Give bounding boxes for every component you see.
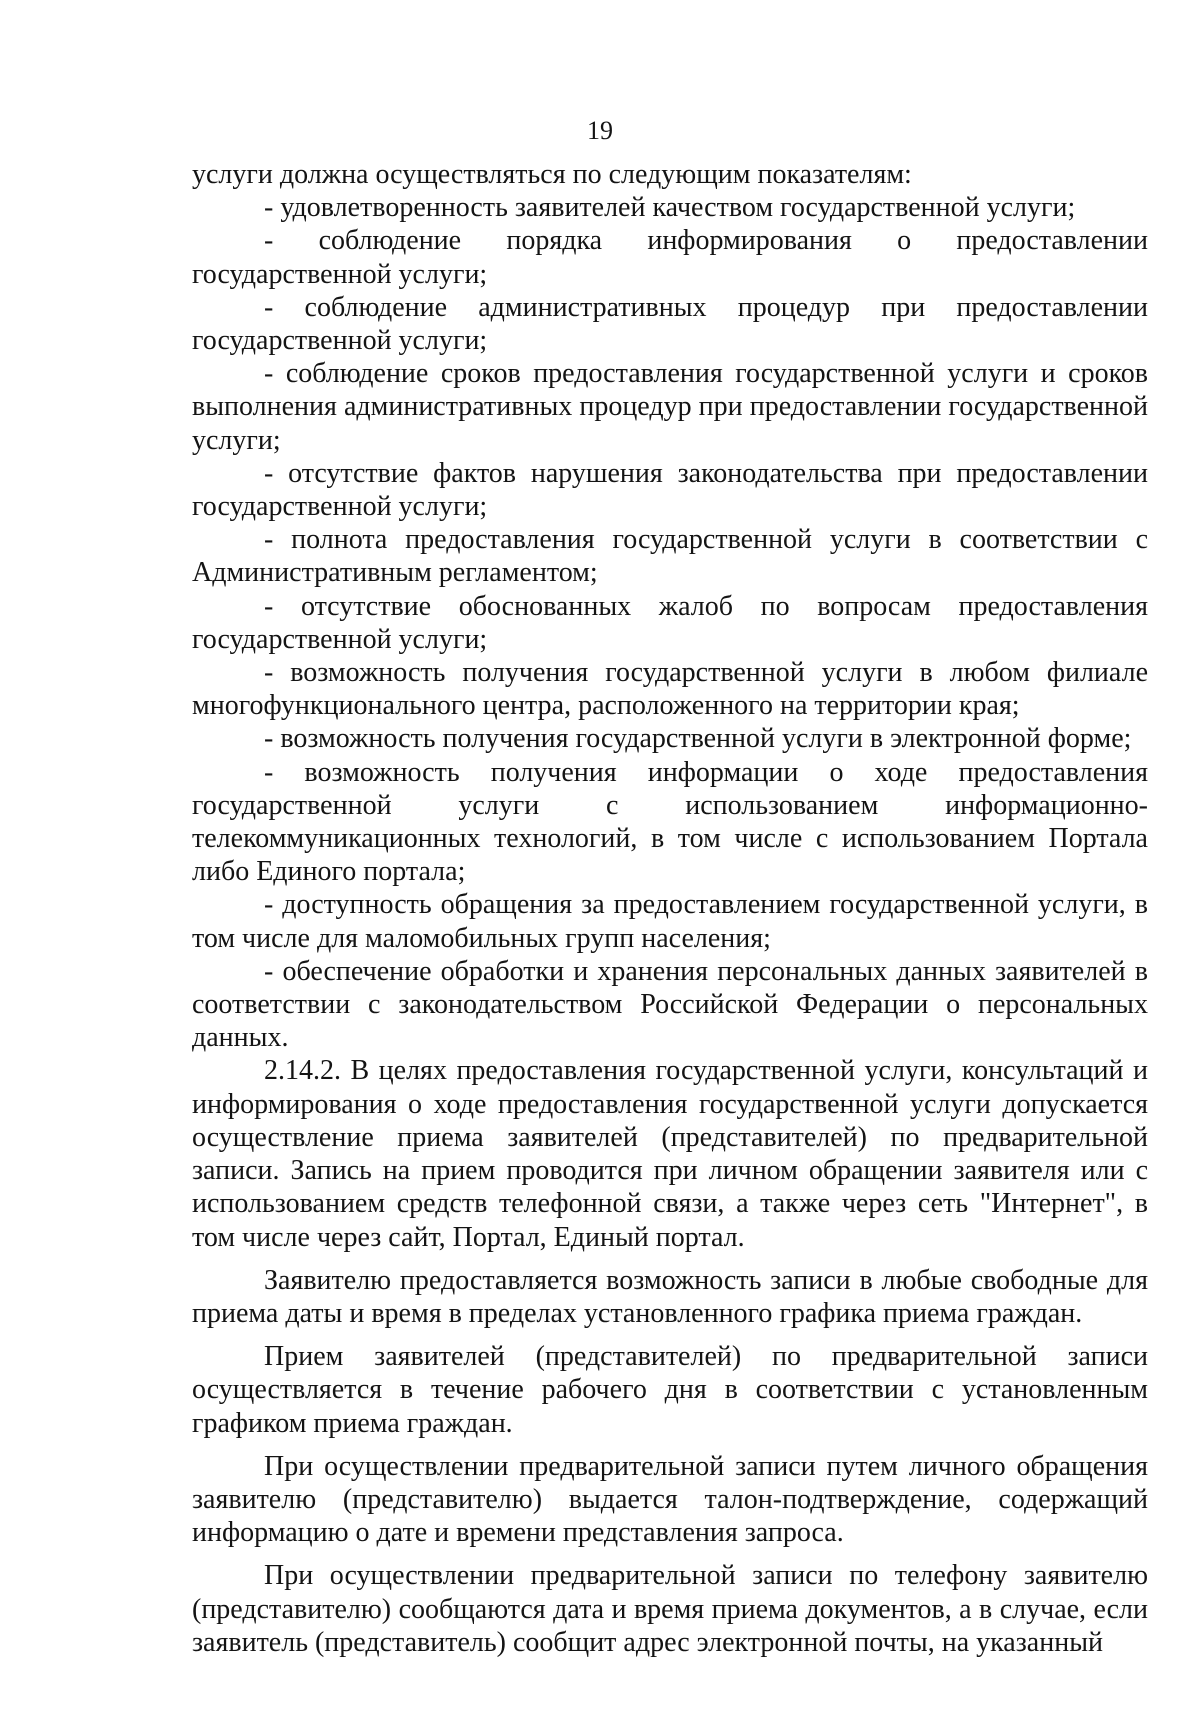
paragraph-free-slots: Заявителю предоставляется возможность записи в любые свободные для приема даты и время в пределах установленного графика приема граждан.	[192, 1264, 1148, 1329]
list-item-any-branch: - возможность получения государственной услуги в любом филиале многофункционального центра, расположенного на территории края;	[192, 657, 1148, 722]
list-item-satisfaction: - удовлетворенность заявителей качеством государственной услуги;	[264, 192, 1076, 224]
list-item-completeness: - полнота предоставления государственной услуги в соответствии с Административным регламентом;	[192, 524, 1148, 589]
list-item-information-order: - соблюдение порядка информирования о предоставлении государственной услуги;	[192, 225, 1148, 290]
list-item-electronic-form: - возможность получения государственной услуги в электронной форме;	[264, 723, 1132, 755]
list-item-accessibility: - доступность обращения за предоставлением государственной услуги, в том числе для маломобильных групп населения;	[192, 889, 1148, 954]
list-item-no-violations: - отсутствие фактов нарушения законодательства при предоставлении государственной услуги;	[192, 457, 1148, 523]
list-item-administrative-procedures: - соблюдение административных процедур при предоставлении государственной услуги;	[192, 291, 1148, 357]
paragraph-reception-schedule: Прием заявителей (представителей) по предварительной записи осуществляется в течение рабочего дня в соответствии с установленным графиком приема граждан.	[192, 1341, 1148, 1439]
paragraph-phone-booking: При осуществлении предварительной записи по телефону заявителю (представителю) сообщаются дата и время приема документов, а в случае, если заявитель (представитель) сообщит адрес электронной почты, на указанный	[192, 1560, 1148, 1658]
paragraph-continuation: услуги должна осуществляться по следующим показателям:	[192, 159, 912, 190]
list-item-no-complaints: - отсутствие обоснованных жалоб по вопросам предоставления государственной услуги;	[192, 590, 1148, 655]
list-item-deadlines: - соблюдение сроков предоставления государственной услуги и сроков выполнения административных процедур при предоставлении государственной услуги;	[192, 358, 1148, 456]
document-body	[192, 158, 1148, 1659]
paragraph-2-14-2: 2.14.2. В целях предоставления государственной услуги, консультаций и информирования о ходе предоставления государственной услуги допускается осуществление приема заявителей (представителей) по предварительной записи. Запись на прием проводится при личном обращении заявителя или с использованием средств телефонной связи, а также через сеть "Интернет", в том числе через сайт, Портал, Единый портал.	[192, 1055, 1148, 1253]
paragraph-personal-visit-ticket: При осуществлении предварительной записи путем личного обращения заявителю (представителю) выдается талон-подтверждение, содержащий информацию о дате и времени представления запроса.	[192, 1450, 1148, 1549]
list-item-personal-data: - обеспечение обработки и хранения персональных данных заявителей в соответствии с законодательством Российской Федерации о персональных данных.	[192, 955, 1148, 1054]
list-item-progress-info: - возможность получения информации о ходе предоставления государственной услуги с использованием информационно-телекоммуникационных технологий, в том числе с использованием Портала либо Единого портала;	[192, 756, 1148, 888]
page-number: 19	[587, 116, 613, 145]
